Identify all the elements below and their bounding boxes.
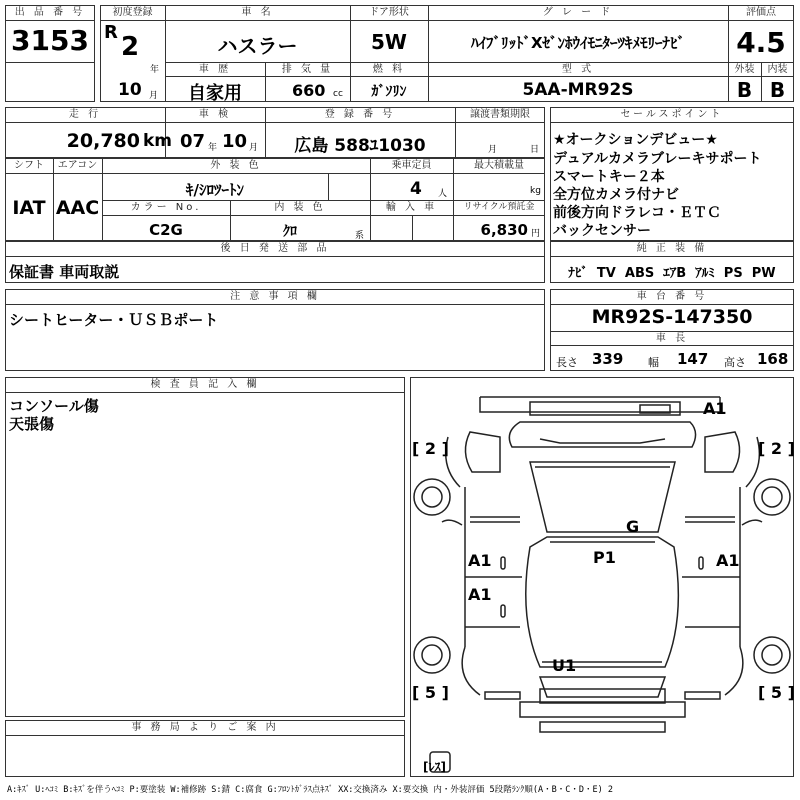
- genuine-equipment: ﾅﾋﾞ TV ABS ｴｱB ｱﾙﾐ PS PW: [568, 266, 776, 281]
- model-label: 型 式: [561, 64, 595, 75]
- transfer-day-unit: 日: [530, 145, 540, 155]
- sales-point-5: 前後方向ドラレコ・ＥＴＣ: [553, 205, 721, 221]
- people-unit: 人: [438, 189, 448, 199]
- recycle-fee: 6,830: [480, 221, 528, 239]
- inspection-year-unit: 年: [208, 143, 218, 153]
- history: 自家用: [188, 83, 242, 104]
- registration-number: 広島 588ﾕ1030: [294, 136, 426, 156]
- mark-windshield: G: [626, 517, 640, 536]
- era-mark: R: [104, 22, 118, 43]
- later-parts-label: 後 日 発 送 部 品: [220, 243, 330, 254]
- legend: A:ｷｽﾞ U:ﾍｺﾐ B:ｷｽﾞを伴うﾍｺﾐ P:要塗装 W:補修跡 S:錆 C:腐食 G:ﾌﾛﾝﾄｶﾞﾗｽ点ｷｽﾞ XX:交換済み X:要交換 内・外装評価 5段階ﾗﾝｸ順(A・B・C・D・E) 2: [7, 785, 613, 795]
- color-no-label: カラー No.: [130, 202, 202, 213]
- displacement: 660: [292, 81, 326, 100]
- car-name: ハスラー: [217, 34, 298, 58]
- inspection-label: 車 検: [198, 109, 232, 120]
- mark-right-front-tire: [ 2 ]: [758, 439, 795, 458]
- sales-point-2: デュアルカメラブレーキサポート: [553, 151, 762, 167]
- mark-left-front-door: A1: [468, 551, 492, 570]
- inspector-note-1: コンソール傷: [9, 397, 99, 415]
- mark-front-bumper: A1: [703, 399, 727, 418]
- transfer-month-unit: 月: [488, 145, 498, 155]
- width: 147: [677, 350, 709, 368]
- interior-grade: B: [769, 78, 786, 102]
- first-reg-year: 2: [120, 32, 140, 62]
- inspector-label: 検 査 員 記 入 欄: [150, 379, 260, 390]
- score-label: 評価点: [746, 7, 776, 18]
- int-color-label: 内 装 色: [274, 202, 326, 213]
- ext-color: ｷ/ｼﾛﾂｰﾄﾝ: [186, 181, 244, 199]
- mark-right-rear-tire: [ 5 ]: [758, 683, 795, 702]
- history-label: 車 歴: [198, 64, 232, 75]
- height: 168: [757, 350, 789, 368]
- exterior-grade: B: [736, 78, 753, 102]
- mark-right-door: A1: [716, 551, 740, 570]
- mark-left-front-tire: [ 2 ]: [412, 439, 449, 458]
- km-unit: km: [143, 131, 173, 151]
- lot-number: 3153: [11, 24, 89, 57]
- mark-left-rear-tire: [ 5 ]: [412, 683, 449, 702]
- yen-unit: 円: [531, 229, 541, 239]
- transfer-label: 譲渡書類期限: [470, 109, 530, 120]
- first-reg-label: 初度登録: [112, 7, 153, 18]
- chassis-label: 車 台 番 号: [636, 291, 708, 302]
- year-unit: 年: [150, 65, 160, 75]
- color-no: C2G: [149, 221, 183, 239]
- import-label: 輸 入 車: [385, 202, 438, 213]
- inspector-note-2: 天張傷: [9, 415, 55, 433]
- fuel: ｶﾞｿﾘﾝ: [371, 84, 407, 100]
- door-label: ドア形状: [369, 7, 409, 18]
- width-label: 幅: [648, 356, 659, 369]
- ext-color-label: 外 装 色: [210, 160, 262, 171]
- int-color: ｸﾛ: [283, 224, 297, 240]
- mark-spare: [ﾚｽ]: [423, 760, 446, 774]
- inspection-month-unit: 月: [249, 143, 259, 153]
- mileage: 20,780: [66, 130, 140, 152]
- capacity: 4: [410, 179, 422, 199]
- shift: IAT: [12, 197, 46, 219]
- mark-rear: U1: [552, 656, 577, 675]
- length: 339: [592, 350, 624, 368]
- length-label: 長さ: [556, 356, 578, 369]
- lot-label: 出 品 番 号: [14, 7, 86, 18]
- genuine-label: 純 正 装 備: [636, 243, 708, 254]
- reg-no-label: 登 録 番 号: [324, 109, 396, 120]
- first-reg-month: 10: [118, 80, 142, 100]
- inspector-box: [5, 377, 405, 717]
- exterior-grade-label: 外装: [734, 64, 755, 75]
- mileage-label: 走 行: [68, 109, 102, 120]
- notes-label: 注 意 事 項 欄: [230, 291, 320, 302]
- model-code: 5AA-MR92S: [522, 80, 634, 100]
- sales-point-4: 全方位カメラ付ナビ: [553, 187, 679, 203]
- sales-point-1: ★オークションデビュー★: [553, 132, 718, 148]
- sales-point-label: セールスポイント: [620, 109, 724, 120]
- height-label: 高さ: [724, 356, 746, 369]
- chassis-number: MR92S-147350: [591, 306, 753, 328]
- score: 4.5: [736, 26, 786, 59]
- grade: ﾊｲﾌﾞﾘｯﾄﾞXｾﾞﾝﾎｳｲﾓﾆﾀｰﾂｷﾒﾓﾘｰﾅﾋﾞ: [470, 34, 686, 52]
- door-type: 5W: [371, 30, 407, 54]
- dims-label: 車 長: [655, 333, 689, 344]
- recycle-label: リサイクル預託金: [463, 202, 535, 212]
- mark-roof: P1: [593, 548, 616, 567]
- displacement-label: 排 気 量: [281, 64, 334, 75]
- car-name-label: 車 名: [241, 7, 274, 18]
- cc-unit: cc: [333, 89, 343, 99]
- month-unit: 月: [149, 91, 159, 101]
- office-label: 事 務 局 よ り ご 案 内: [131, 722, 279, 733]
- sales-point-6: バックセンサー: [553, 223, 651, 239]
- car-diagram: [410, 377, 794, 777]
- fuel-label: 燃 料: [372, 64, 406, 75]
- aircon-label: エアコン: [57, 160, 98, 171]
- grade-label: グ レ ー ド: [542, 7, 614, 18]
- notes: シートヒーター・ＵＳＢポート: [9, 311, 219, 329]
- kg-unit: kg: [530, 186, 541, 196]
- later-parts: 保証書 車両取説: [9, 263, 120, 281]
- sys-unit: 系: [355, 231, 365, 241]
- inspection-year: 07: [180, 131, 206, 152]
- mark-left-rear-door: A1: [468, 585, 492, 604]
- sales-point-3: スマートキー２本: [553, 169, 665, 185]
- aircon: AAC: [55, 197, 100, 219]
- capacity-label: 乗車定員: [391, 160, 432, 171]
- shift-label: シフト: [14, 160, 44, 171]
- interior-grade-label: 内装: [767, 64, 788, 75]
- inspection-month: 10: [222, 131, 248, 152]
- max-load-label: 最大積載量: [474, 160, 524, 171]
